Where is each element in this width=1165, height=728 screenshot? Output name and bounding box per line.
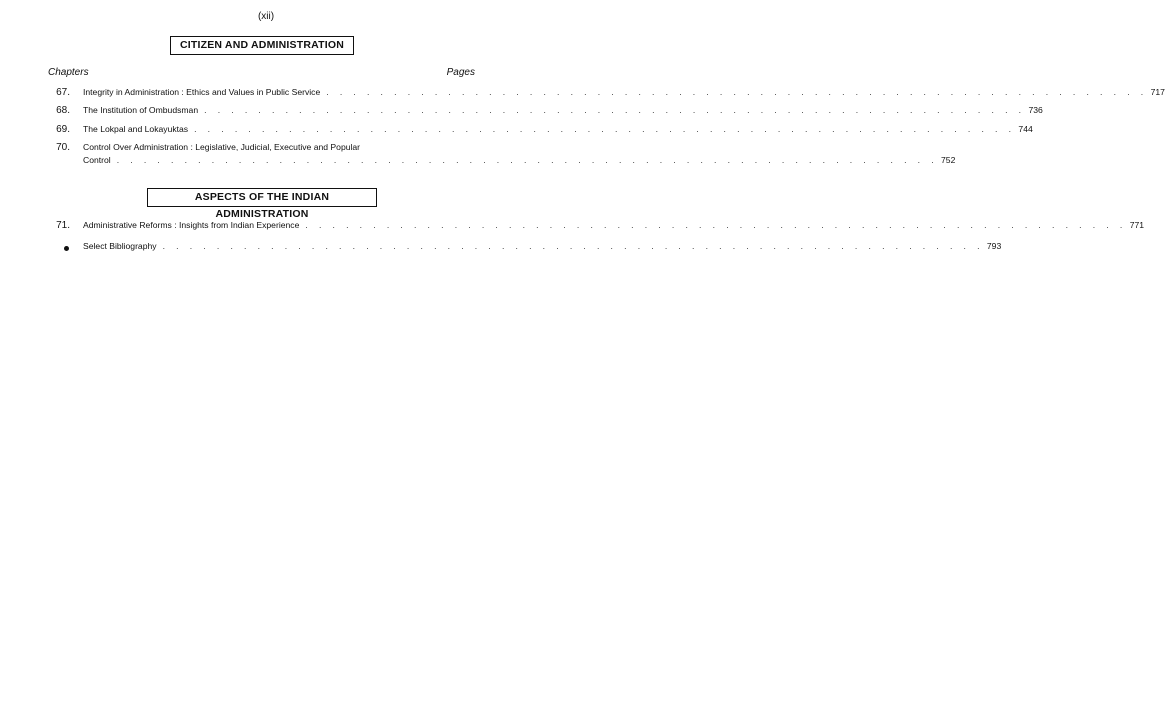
page-number: (xii) <box>257 11 275 22</box>
chapter-number: 69. <box>56 124 70 135</box>
section-heading-citizen-administration: CITIZEN AND ADMINISTRATION <box>170 36 354 55</box>
page-ref: 744 <box>1018 124 1033 134</box>
dot-leader: . . . . . . . . . . . . . . . . . . . . . . . . . . . . . . . . . . . . . . . . . . . . . . . . . . . . . . . . . . . . . <box>326 87 1148 97</box>
chapter-title-line1: Control Over Administration : Legislative, Judicial, Executive and Popular <box>83 142 361 152</box>
chapter-title: The Lokpal and Lokayuktas <box>83 124 189 134</box>
chapter-number: 70. <box>56 142 70 153</box>
chapter-title-line2: Control <box>83 155 111 165</box>
chapter-number: 71. <box>56 220 70 231</box>
dot-leader: . . . . . . . . . . . . . . . . . . . . . . . . . . . . . . . . . . . . . . . . . . . . . . . . . . . . . . . . . . . . . <box>204 105 1026 115</box>
chapter-number: 68. <box>56 105 70 116</box>
chapter-title: Administrative Reforms : Insights from Indian Experience <box>83 220 300 230</box>
dot-leader: . . . . . . . . . . . . . . . . . . . . . . . . . . . . . . . . . . . . . . . . . . . . . . . . . . . . . . . . . . . . . <box>194 124 1016 134</box>
chapter-title: Select Bibliography <box>83 241 157 251</box>
bullet-icon <box>64 246 69 251</box>
page-ref: 771 <box>1129 220 1145 230</box>
page-ref: 793 <box>986 241 1002 251</box>
dot-leader: . . . . . . . . . . . . . . . . . . . . . . . . . . . . . . . . . . . . . . . . . . . . . . . . . . . . . . . . . . . . . <box>116 155 939 165</box>
chapter-title: The Institution of Ombudsman <box>83 105 199 115</box>
chapter-number: 67. <box>56 87 70 98</box>
chapters-column-heading: Chapters <box>48 67 89 78</box>
page-ref: 752 <box>941 155 956 165</box>
dot-leader: . . . . . . . . . . . . . . . . . . . . . . . . . . . . . . . . . . . . . . . . . . . . . . . . . . . . . . . . . . . . . <box>305 220 1127 230</box>
chapter-title: Integrity in Administration : Ethics and Values in Public Service <box>83 87 321 97</box>
pages-column-heading: Pages <box>446 67 475 78</box>
page-ref: 736 <box>1028 105 1043 115</box>
page-ref: 717 <box>1150 87 1165 97</box>
section-heading-aspects-indian-administration: ASPECTS OF THE INDIAN ADMINISTRATION <box>147 188 377 207</box>
dot-leader: . . . . . . . . . . . . . . . . . . . . . . . . . . . . . . . . . . . . . . . . . . . . . . . . . . . . . . . . . . . . . <box>162 241 984 251</box>
